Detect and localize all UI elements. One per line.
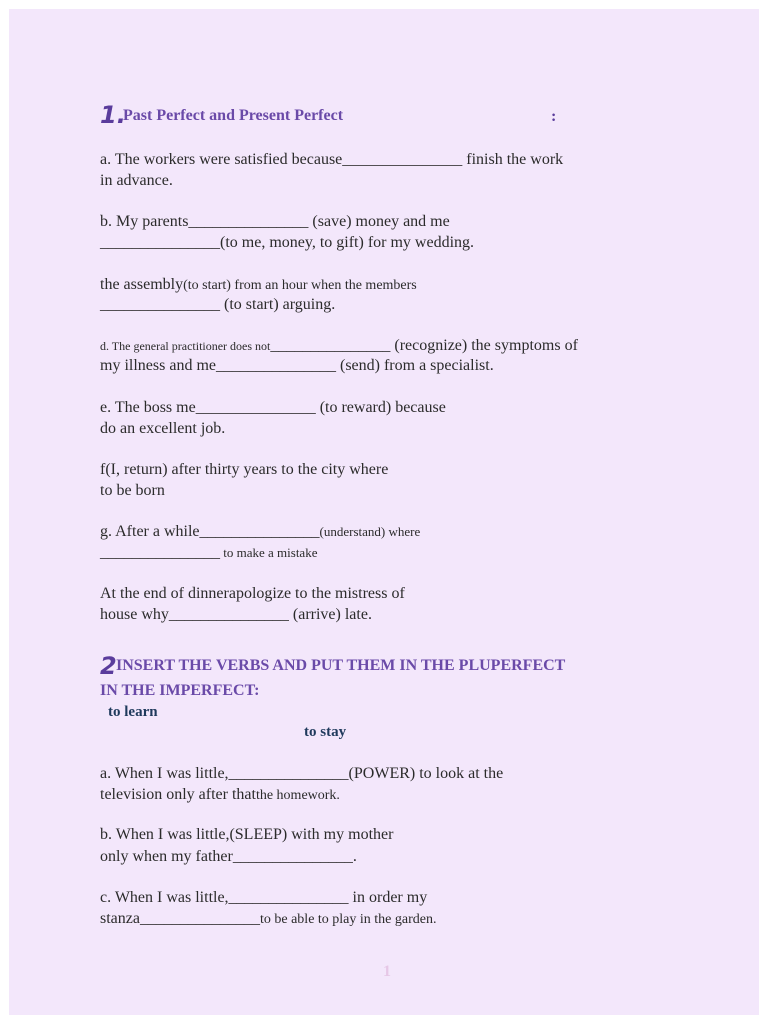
exercise-h-line2: house why_______________ (arrive) late. bbox=[100, 606, 372, 623]
exercise-2b-line2: only when my father_______________. bbox=[100, 848, 357, 865]
section-2-title-line1: INSERT THE VERBS AND PUT THEM IN THE PLUPERFECT bbox=[116, 657, 566, 674]
exercise-c-line1-part1: the assembly bbox=[100, 276, 184, 293]
exercise-h-line1: At the end of dinnerapologize to the mistress of bbox=[100, 585, 405, 602]
exercise-c-line2: _______________ (to start) arguing. bbox=[100, 296, 336, 313]
verb-hint-to-stay: to stay bbox=[304, 724, 347, 740]
exercise-b-line1: b. My parents_______________ (save) money and me bbox=[100, 213, 450, 230]
exercise-2c-line2-part2: to be able to play in the garden. bbox=[259, 912, 437, 927]
exercise-f-line2: to be born bbox=[100, 482, 165, 499]
exercise-g-line2 bbox=[100, 544, 317, 562]
section-1-title: Past Perfect and Present Perfect bbox=[123, 107, 344, 124]
exercise-d-line1 bbox=[100, 337, 578, 355]
section-2-title-line2: IN THE IMPERFECT: bbox=[100, 682, 260, 699]
exercise-b-line2: _______________(to me, money, to gift) for my wedding. bbox=[100, 234, 475, 251]
exercise-a-line2: in advance. bbox=[100, 172, 173, 189]
exercise-c-line1 bbox=[100, 276, 417, 294]
exercise-g-line2-part2: to make a mistake bbox=[220, 545, 318, 560]
exercise-g-line2-part1: _______________ bbox=[100, 544, 220, 561]
exercise-e-line1: e. The boss me_______________ (to reward) because bbox=[100, 399, 446, 416]
verb-hint-to-learn: to learn bbox=[108, 704, 158, 720]
exercise-2c-line2-part1: stanza_______________ bbox=[100, 910, 260, 927]
exercise-2c-line2 bbox=[100, 910, 436, 928]
page-number: 1 bbox=[383, 963, 391, 980]
exercise-2a-line2-part2: the homework. bbox=[255, 788, 340, 803]
exercise-c-line1-part2: (to start) from an hour when the members bbox=[183, 278, 417, 293]
exercise-2a-line2 bbox=[100, 786, 340, 804]
exercise-g-line1-part2: (understand) where bbox=[319, 524, 421, 539]
exercise-e-line2: do an excellent job. bbox=[100, 420, 226, 437]
section-1-marker: : bbox=[551, 108, 557, 125]
exercise-f-line1: f(I, return) after thirty years to the city where bbox=[100, 461, 389, 478]
section-2-number: 2 bbox=[100, 652, 117, 680]
exercise-g-line1-part1: g. After a while_______________ bbox=[100, 523, 320, 540]
exercise-d-line1-part2: _______________ (recognize) the symptoms of bbox=[270, 337, 578, 354]
exercise-d-line2: my illness and me_______________ (send) from a specialist. bbox=[100, 357, 494, 374]
exercise-2c-line1: c. When I was little,_______________ in order my bbox=[100, 889, 428, 906]
exercise-2b-line1: b. When I was little,(SLEEP) with my mother bbox=[100, 826, 394, 843]
exercise-d-line1-part1: d. The general practitioner does not bbox=[100, 339, 271, 353]
section-1-number: 1. bbox=[100, 101, 126, 129]
exercise-g-line1 bbox=[100, 523, 420, 541]
exercise-2a-line1: a. When I was little,_______________(POWER) to look at the bbox=[100, 765, 504, 782]
exercise-a-line1: a. The workers were satisfied because_______________ finish the work bbox=[100, 151, 564, 168]
exercise-2a-line2-part1: television only after that bbox=[100, 786, 256, 803]
